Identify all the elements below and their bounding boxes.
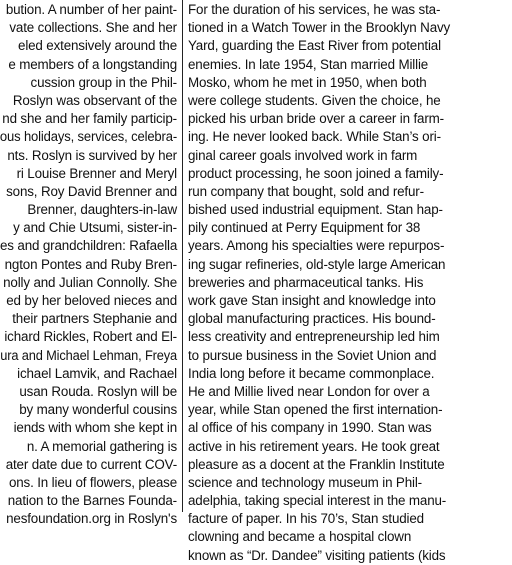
text-line: Brenner, daughters-in-law [27, 202, 177, 218]
right-column-obituary-text [188, 0, 506, 563]
text-line: vate collections. She and her [9, 20, 177, 36]
text-line: bished used industrial equipment. Stan hap- [188, 202, 443, 218]
text-line: For the duration of his services, he was sta- [188, 2, 441, 17]
text-line: less creativity and entrepreneurship led him [188, 329, 440, 345]
text-line: Roslyn was observant of the [12, 92, 177, 108]
text-line: ginal career goals involved work in farm [188, 147, 418, 163]
text-line: work gave Stan insight and knowledge into [188, 293, 436, 308]
text-line: cussion group in the Phil- [30, 74, 177, 90]
text-line: product processing, he soon joined a family- [188, 165, 444, 181]
text-line: active in his retirement years. He took great [188, 438, 440, 454]
text-line: ing. He never looked back. While Stan’s ori- [188, 129, 441, 145]
text-line: bution. A number of her paint- [5, 2, 177, 17]
text-line: breweries and pharmaceutical tanks. His [188, 274, 424, 290]
text-line: years. Among his specialties were repurpos- [188, 238, 445, 254]
text-line: ichard Rickles, Robert and El- [4, 329, 177, 345]
text-line: clowning and became a hospital clown [188, 529, 412, 545]
text-line: ous holidays, services, celebra- [0, 129, 178, 145]
text-line: run company that bought, sold and refur- [188, 183, 424, 199]
text-line: year, while Stan opened the first internation- [188, 402, 443, 418]
text-line: ing sugar refineries, old-style large American [188, 256, 446, 272]
text-line: e members of a longstanding [8, 56, 177, 72]
text-line: iends with whom she kept in [13, 420, 177, 436]
text-line: global manufacturing practices. His bound- [188, 311, 436, 327]
text-line: by many wonderful cousins [19, 402, 177, 418]
text-line: es and grandchildren: Rafaella [0, 238, 178, 254]
text-line: ater date due to current COV- [5, 456, 177, 472]
text-line: pleasure as a docent at the Franklin Institute [188, 456, 445, 472]
text-line: Yard, guarding the East River from potential [188, 38, 441, 54]
text-line: eled extensively around the [18, 38, 177, 54]
text-line: facture of paper. In his 70’s, Stan studied [188, 511, 424, 527]
text-line: ura and Michael Lehman, Freya [0, 347, 178, 363]
text-line: ed by her beloved nieces and [6, 293, 177, 308]
text-line: tioned in a Watch Tower in the Brooklyn Navy [188, 20, 451, 36]
left-column-obituary-text [0, 0, 178, 527]
text-line: ichael Lamvik, and Rachael [17, 365, 177, 381]
text-line: sons, Roy David Brenner and [6, 183, 177, 199]
text-line: India long before it became commonplace. [188, 365, 435, 381]
text-line: nd she and her family particip- [2, 111, 177, 127]
text-line: known as “Dr. Dandee” visiting patients (kids [188, 547, 446, 563]
text-line: adelphia, taking special interest in the manu- [188, 493, 447, 509]
text-line: nts. Roslyn is survived by her [7, 147, 177, 163]
text-line: science and technology museum in Phil- [188, 474, 422, 490]
text-line: ri Louise Brenner and Meryl [16, 165, 177, 181]
text-line: He and Millie lived near London for over a [188, 383, 430, 399]
text-line: their partners Stephanie and [12, 311, 177, 327]
text-line: to pursue business in the Soviet Union and [188, 347, 437, 363]
text-line: al office of his company in 1990. Stan was [188, 420, 432, 436]
left-column-lines [0, 0, 177, 528]
text-line: enemies. In late 1954, Stan married Millie [188, 56, 429, 72]
text-line: Mosko, whom he met in 1950, when both [188, 74, 427, 90]
text-line: y and Chie Utsumi, sister-in- [13, 220, 177, 236]
text-line: n. A memorial gathering is [26, 438, 177, 454]
right-column-lines [188, 0, 506, 565]
column-divider [182, 0, 183, 512]
text-line: were college students. Given the choice, he [188, 92, 441, 108]
text-line: nation to the Barnes Founda- [7, 493, 177, 509]
text-line: picked his urban bride over a career in farm- [188, 111, 444, 127]
text-line: nolly and Julian Connolly. She [3, 274, 177, 290]
text-line: ngton Pontes and Ruby Bren- [4, 256, 177, 272]
text-line: pily continued at Perry Equipment for 38 [188, 220, 421, 236]
text-line: nesfoundation.org in Roslyn's [6, 511, 177, 527]
text-line: ons. In lieu of flowers, please [8, 474, 177, 490]
text-line: usan Rouda. Roslyn will be [19, 383, 177, 399]
